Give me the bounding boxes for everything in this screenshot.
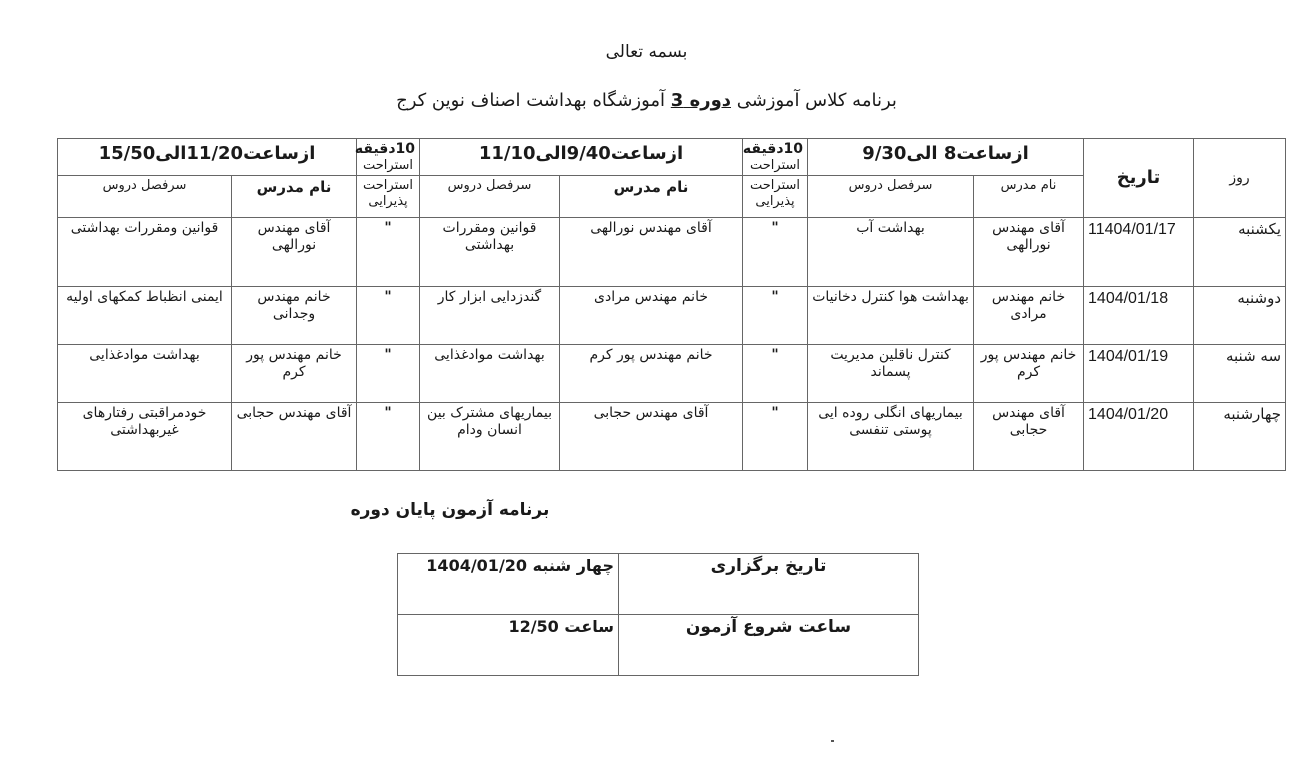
topic-cell: قوانین ومقررات بهداشتی xyxy=(420,218,560,287)
subheader-topic-3: سرفصل دروس xyxy=(58,176,232,218)
break-cell: " xyxy=(743,345,808,403)
table-row xyxy=(58,218,1286,287)
break-cell: " xyxy=(743,403,808,471)
title-prefix: برنامه کلاس آموزشی xyxy=(731,90,897,111)
break-2-duration: 10دقیقه xyxy=(354,141,416,157)
day-cell: چهارشنبه xyxy=(1194,403,1286,471)
subheader-teacher-2: نام مدرس xyxy=(560,176,743,218)
date-cell: 1404/01/19 xyxy=(1084,345,1194,403)
subheader-teacher-1: نام مدرس xyxy=(974,176,1084,218)
subheader-break-2: استراحت پذیرایی xyxy=(357,176,420,218)
subheader-topic-2: سرفصل دروس xyxy=(420,176,560,218)
topic-cell: بهداشت موادغذایی xyxy=(420,345,560,403)
day-cell: یکشنبه xyxy=(1194,218,1286,287)
teacher-cell: آقای مهندس نورالهی xyxy=(974,218,1084,287)
break-1-duration: 10دقیقه xyxy=(742,141,804,157)
header-date: تاریخ xyxy=(1084,139,1194,218)
day-cell: سه شنبه xyxy=(1194,345,1286,403)
topic-cell: گندزدایی ابزار کار xyxy=(420,287,560,345)
bismillah-heading: بسمه تعالی xyxy=(605,42,688,62)
topic-cell: بهداشت آب xyxy=(808,218,974,287)
exam-section-title: برنامه آزمون پایان دوره xyxy=(350,500,550,520)
date-cell: 1404/01/20 xyxy=(1084,403,1194,471)
header-break-2 xyxy=(354,139,420,176)
day-cell: دوشنبه xyxy=(1194,287,1286,345)
table-row xyxy=(58,403,1286,471)
break-1-label: استراحت xyxy=(750,157,801,173)
exam-time-value: ساعت 12/50 xyxy=(398,615,619,676)
subheader-teacher-3: نام مدرس xyxy=(232,176,357,218)
table-row xyxy=(398,554,919,615)
break-cell: " xyxy=(743,218,808,287)
header-day: روز xyxy=(1194,139,1286,218)
teacher-cell: آقای مهندس نورالهی xyxy=(232,218,357,287)
scan-speck xyxy=(831,740,834,742)
topic-cell: کنترل ناقلین مدیریت پسماند xyxy=(808,345,974,403)
break-cell: " xyxy=(357,403,420,471)
teacher-cell: خانم مهندس وجدانی xyxy=(232,287,357,345)
break-cell: " xyxy=(357,218,420,287)
teacher-cell: خانم مهندس مرادی xyxy=(560,287,743,345)
topic-cell: بهداشت موادغذایی xyxy=(58,345,232,403)
topic-cell: قوانین ومقررات بهداشتی xyxy=(58,218,232,287)
topic-cell: بیماریهای مشترک بین انسان ودام xyxy=(420,403,560,471)
table-row xyxy=(58,287,1286,345)
topic-cell: خودمراقبتی رفتارهای غیربهداشتی xyxy=(58,403,232,471)
teacher-cell: آقای مهندس حجابی xyxy=(974,403,1084,471)
break-cell: " xyxy=(743,287,808,345)
exam-table xyxy=(397,553,919,676)
teacher-cell: آقای مهندس نورالهی xyxy=(560,218,743,287)
header-slot-3: ازساعت11/20الی15/50 xyxy=(58,139,357,176)
subheader-topic-1: سرفصل دروس xyxy=(808,176,974,218)
date-cell: 11404/01/17 xyxy=(1084,218,1194,287)
topic-cell: ایمنی انظباط کمکهای اولیه xyxy=(58,287,232,345)
teacher-cell: خانم مهندس مرادی xyxy=(974,287,1084,345)
table-row xyxy=(58,345,1286,403)
teacher-cell: خانم مهندس پور کرم xyxy=(232,345,357,403)
header-slot-1: ازساعت8 الی9/30 xyxy=(808,139,1084,176)
break-2-label: استراحت xyxy=(363,157,414,173)
teacher-cell: آقای مهندس حجابی xyxy=(232,403,357,471)
topic-cell: بیماریهای انگلی روده ایی پوستی تنفسی xyxy=(808,403,974,471)
exam-time-label: ساعت شروع آزمون xyxy=(619,615,919,676)
title-suffix: آموزشگاه بهداشت اصناف نوین کرج xyxy=(396,90,671,111)
header-break-1 xyxy=(743,139,808,176)
topic-cell: بهداشت هوا کنترل دخانیات xyxy=(808,287,974,345)
exam-date-value: چهار شنبه 1404/01/20 xyxy=(398,554,619,615)
subheader-break-1: استراحت پذیرایی xyxy=(743,176,808,218)
teacher-cell: خانم مهندس پور کرم xyxy=(974,345,1084,403)
document-title xyxy=(0,90,1293,111)
teacher-cell: خانم مهندس پور کرم xyxy=(560,345,743,403)
header-slot-2: ازساعت9/40الی11/10 xyxy=(420,139,743,176)
class-schedule-table xyxy=(57,138,1286,471)
date-cell: 1404/01/18 xyxy=(1084,287,1194,345)
exam-date-label: تاریخ برگزاری xyxy=(619,554,919,615)
teacher-cell: آقای مهندس حجابی xyxy=(560,403,743,471)
break-cell: " xyxy=(357,287,420,345)
break-cell: " xyxy=(357,345,420,403)
title-course-number: دوره 3 xyxy=(670,90,731,111)
table-row xyxy=(398,615,919,676)
